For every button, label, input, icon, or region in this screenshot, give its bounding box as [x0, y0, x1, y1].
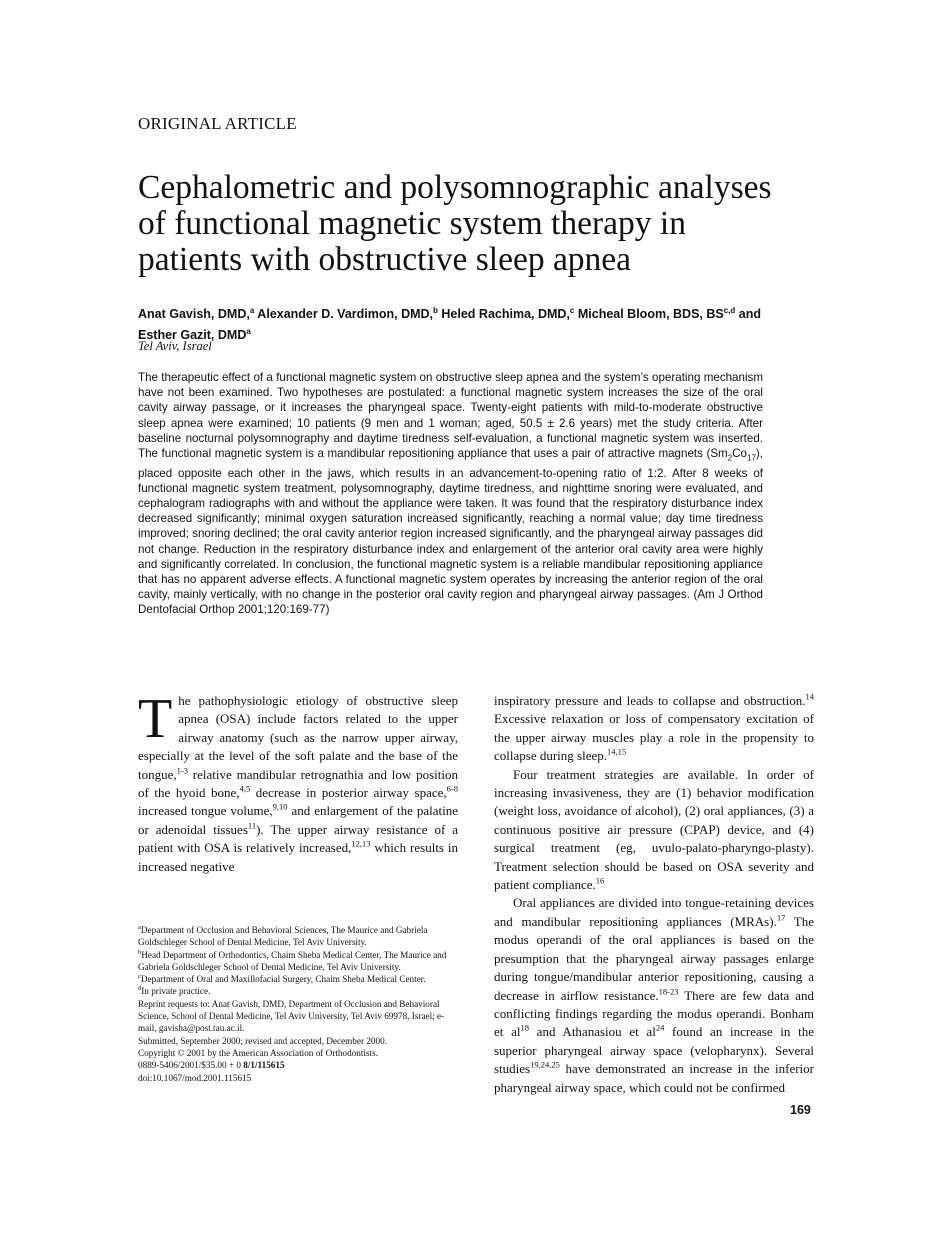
body-column-left	[138, 688, 458, 876]
author-affiliation-mark: b	[433, 306, 438, 315]
citation: 6-8	[446, 783, 458, 794]
citation: 18-23	[658, 986, 679, 997]
author-name: Esther Gazit, DMD	[138, 328, 247, 343]
abstract: The therapeutic effect of a functional magnetic system on obstructive sleep apnea and the system’s operating mechanism have not been examined. Two hypotheses are postulated: a functional magnetic system increases the size of the oral cavity airway passage, or it increases the pharyngeal space. Twenty-eight patients with mild-to-moderate obstructive sleep apnea were examined; 10 patients (9 men and 1 woman; aged, 50.5 ± 2.6 years) met the study criteria. After baseline nocturnal polysomnography and daytime tiredness self-evaluation, a functional magnetic system was inserted. The functional magnetic system is a mandibular repositioning appliance that uses a pair of attractive magnets $(Sm_2Co_{17})$, placed opposite each other in the jaws, which results in an advancement-to-opening ratio of 1:2. After 8 weeks of functional magnetic system treatment, polysomnography, daytime tiredness, and nighttime snoring were evaluated, and cephalogram radiographs with and without the appliance were taken. It was found that the respiratory disturbance index decreased significantly; minimal oxygen saturation increased significantly, reaching a normal value; day time tiredness improved; snoring declined; the oral cavity anterior region increased significantly, and the pharyngeal airway passages did not change. Reduction in the respiratory disturbance index and enlargement of the anterior oral cavity area were highly and significantly correlated. In conclusion, the functional magnetic system is a reliable mandibular repositioning appliance that has no apparent adverse effects. A functional magnetic system operates by increasing the anterior region of the oral cavity, mainly vertically, with no change in the posterior oral cavity region and pharyngeal airway passages. (Am J Orthod Dentofacial Orthop 2001;120:169-77)	[138, 371, 763, 617]
citation: 16	[595, 875, 605, 886]
article-title	[138, 170, 828, 278]
body-paragraph: Four treatment strategies are available. In order of increasing invasiveness, they are (1) behavior modification (weight loss, avoidance of alcohol), (2) oral appliances, (3) a continuous positive air pressure (CPAP) device, and (4) surgical treatment (eg, uvulo-palato-pharyngo-plasty). Treatment selection should be based on OSA severity and patient compliance.$^{16}$	[494, 766, 814, 893]
author-location: Tel Aviv, Israel	[138, 339, 212, 353]
citation: 14,15	[607, 746, 627, 757]
doi: doi:10.1067/mod.2001.115615	[138, 1072, 252, 1083]
body-column-right	[494, 692, 814, 1097]
reprint-requests: Reprint requests to: Anat Gavish, DMD, Department of Occlusion and Behavioral Science, School of Dental Medicine, Tel Aviv University, Tel Aviv 69978, Israel; e-mail, gavisha@post.tau.ac.il.	[138, 998, 445, 1034]
footnote: $^d$In private practice.	[138, 985, 211, 997]
footnote: $^c$Department of Oral and Maxillofacial Surgery, Chaim Sheba Medical Center.	[138, 973, 426, 985]
copyright: Copyright © 2001 by the American Association of Orthodontists.	[138, 1047, 378, 1058]
author-list	[138, 302, 818, 344]
submission-dates: Submitted, September 2000; revised and accepted, December 2000.	[138, 1035, 388, 1046]
body-paragraph: Oral appliances are divided into tongue-retaining devices and mandibular repositioning appliances (MRAs).$^{17}$ The modus operandi of the oral appliances is based on the presumption that the pharyngeal airway passages enlarge during tongue/mandibular anterior repositioning, causing a decrease in airflow resistance.$^{18-23}$ There are few data and conflicting findings regarding the modus operandi. Bonham et $al^{18}$ and Athanasiou et $al^{24}$ found an increase in the superior pharyngeal airway space (velopharynx). Several studies$^{19,24,25}$ have demonstrated an increase in the inferior pharyngeal airway space, which could not be confirmed	[494, 895, 815, 1095]
drop-cap: T	[138, 688, 173, 750]
citation: 17	[776, 912, 786, 923]
body-paragraph: inspiratory pressure and leads to collapse and obstruction.$^{14}$ Excessive relaxation or loss of compensatory excitation of the upper airway muscles play a role in the propensity to collapse during sleep.$^{14,15}$	[494, 691, 814, 764]
intro-paragraph: The pathophysiologic etiology of obstructive sleep apnea (OSA) include factors related to the upper airway anatomy (such as the narrow upper airway, especially at the level of the soft palate and the base of the tongue,$^{1-3}$ relative mandibular retrognathia and low position of the hyoid bone,$^{4,5}$ decrease in posterior airway space,$^{6-8}$ increased tongue volume,$^{9,10}$ and enlargement of the palatine or adenoidal tissues$^{11}$). The upper airway resistance of a patient with OSA is relatively increased,$^{12,13}$ which results in increased negative	[138, 688, 458, 874]
footnote: $^b$Head Department of Orthodontics, Chaim Sheba Medical Center, The Maurice and Gabriela Goldschleger School of Dental Medicine, Tel Aviv University.	[138, 948, 447, 972]
author-affiliation-mark: c,d	[723, 306, 736, 315]
author-name: Micheal Bloom, BDS, BS	[577, 307, 724, 322]
title-line-2: of functional magnetic system therapy in	[138, 205, 686, 242]
section-label: ORIGINAL ARTICLE	[138, 114, 297, 133]
citation: 12,13	[351, 838, 371, 849]
author-affiliation-mark: a	[249, 306, 255, 315]
citation: 24	[655, 1022, 665, 1033]
author-conjunction: and	[738, 307, 761, 322]
author-affiliation-mark: a	[246, 327, 251, 337]
footnotes	[138, 924, 458, 1084]
author-name: Anat Gavish, DMD,	[138, 307, 250, 322]
citation: 11	[247, 820, 257, 831]
issn-line: 0889-5406/2001/$35.00 + 0 8/1/115615	[138, 1060, 285, 1071]
citation: 4,5	[239, 783, 251, 794]
title-line-3: patients with obstructive sleep apnea	[138, 241, 632, 278]
citation: 18	[520, 1022, 529, 1033]
author-name: Alexander D. Vardimon, DMD,	[257, 307, 434, 322]
citation: 9,10	[272, 802, 288, 813]
citation: 1-3	[176, 765, 188, 776]
page-number: 169	[790, 1103, 811, 1117]
title-line-1: Cephalometric and polysomnographic analyses	[138, 169, 772, 206]
citation: 19,24,25	[530, 1059, 560, 1070]
footnote: $^a$Department of Occlusion and Behavioral Sciences, The Maurice and Gabriela Goldschleger School of Dental Medicine, Tel Aviv University.	[138, 923, 428, 948]
author-name: Heled Rachima, DMD,	[441, 307, 570, 322]
author-affiliation-mark: c	[569, 306, 575, 315]
citation: 14	[805, 691, 814, 702]
